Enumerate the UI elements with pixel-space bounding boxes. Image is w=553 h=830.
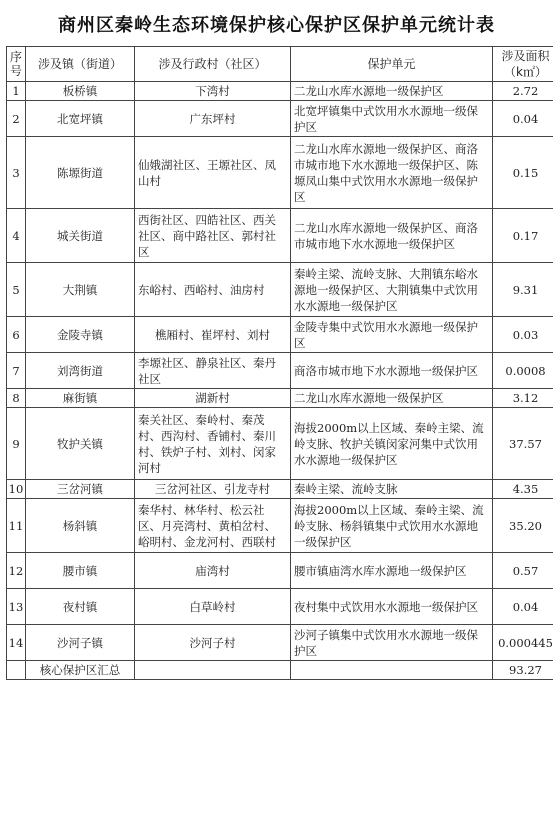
table-row [7, 101, 553, 137]
row-village: 湖新村 [135, 389, 291, 408]
table-row [7, 317, 553, 353]
row-town: 沙河子镇 [26, 625, 135, 661]
row-unit: 秦岭主梁、流岭支脉 [291, 480, 493, 499]
row-town: 北宽坪镇 [26, 101, 135, 137]
row-seq: 11 [7, 499, 26, 553]
row-village: 西街社区、四皓社区、西关社区、商中路社区、郭村社区 [135, 209, 291, 263]
row-village: 东峪村、西峪村、油房村 [135, 263, 291, 317]
row-town: 三岔河镇 [26, 480, 135, 499]
row-area: 0.04 [493, 589, 553, 625]
row-seq: 6 [7, 317, 26, 353]
table-row [7, 499, 553, 553]
row-area: 37.57 [493, 408, 553, 480]
row-village: 白草岭村 [135, 589, 291, 625]
row-area: 35.20 [493, 499, 553, 553]
row-village: 庙湾村 [135, 553, 291, 589]
table-row [7, 137, 553, 209]
row-town: 陈塬街道 [26, 137, 135, 209]
row-village: 秦华村、林华村、松云社区、月亮湾村、黄柏岔村、峪明村、金龙河村、西联村 [135, 499, 291, 553]
row-village: 三岔河社区、引龙寺村 [135, 480, 291, 499]
row-village: 下湾村 [135, 82, 291, 101]
row-area: 3.12 [493, 389, 553, 408]
row-village: 沙河子村 [135, 625, 291, 661]
row-seq: 2 [7, 101, 26, 137]
row-town: 金陵寺镇 [26, 317, 135, 353]
row-unit: 腰市镇庙湾水库水源地一级保护区 [291, 553, 493, 589]
row-village: 仙娥湖社区、王塬社区、凤山村 [135, 137, 291, 209]
row-unit: 北宽坪镇集中式饮用水水源地一级保护区 [291, 101, 493, 137]
total-village-cell [135, 661, 291, 680]
table-row [7, 209, 553, 263]
row-area: 0.04 [493, 101, 553, 137]
page-title: 商州区秦岭生态环境保护核心保护区保护单元统计表 [58, 15, 495, 36]
row-seq: 1 [7, 82, 26, 101]
header-unit: 保护单元 [291, 47, 493, 82]
row-area: 0.0008 [493, 353, 553, 389]
header-area: 涉及面积（k㎡） [493, 47, 553, 82]
row-seq: 4 [7, 209, 26, 263]
row-town: 腰市镇 [26, 553, 135, 589]
table-header-row [7, 47, 553, 82]
row-unit: 海拔2000m以上区域、秦岭主梁、流岭支脉、牧护关镇闵家河集中式饮用水水源地一级保护区 [291, 408, 493, 480]
total-unit-cell [291, 661, 493, 680]
row-unit: 二龙山水库水源地一级保护区 [291, 82, 493, 101]
total-label: 核心保护区汇总 [26, 661, 135, 680]
row-unit: 海拔2000m以上区域、秦岭主梁、流岭支脉、杨斜镇集中式饮用水水源地一级保护区 [291, 499, 493, 553]
row-unit: 秦岭主梁、流岭支脉、大荆镇东峪水源地一级保护区、大荆镇集中式饮用水水源地一级保护区 [291, 263, 493, 317]
row-area: 0.17 [493, 209, 553, 263]
table-row [7, 389, 553, 408]
row-village: 秦关社区、秦岭村、秦茂村、西沟村、香铺村、秦川村、铁炉子村、刘村、闵家河村 [135, 408, 291, 480]
header-town: 涉及镇（街道） [26, 47, 135, 82]
row-seq: 14 [7, 625, 26, 661]
row-town: 杨斜镇 [26, 499, 135, 553]
row-unit: 夜村集中式饮用水水源地一级保护区 [291, 589, 493, 625]
row-town: 城关街道 [26, 209, 135, 263]
row-village: 樵厢村、崔坪村、刘村 [135, 317, 291, 353]
row-area: 0.000445 [493, 625, 553, 661]
row-unit: 二龙山水库水源地一级保护区、商洛市城市地下水水源地一级保护区 [291, 209, 493, 263]
row-area: 2.72 [493, 82, 553, 101]
row-village: 李塬社区、静泉社区、秦丹社区 [135, 353, 291, 389]
total-seq-cell [7, 661, 26, 680]
table-row [7, 625, 553, 661]
row-unit: 金陵寺集中式饮用水水源地一级保护区 [291, 317, 493, 353]
row-town: 麻街镇 [26, 389, 135, 408]
row-area: 0.03 [493, 317, 553, 353]
row-unit: 二龙山水库水源地一级保护区 [291, 389, 493, 408]
row-town: 夜村镇 [26, 589, 135, 625]
row-area: 4.35 [493, 480, 553, 499]
row-seq: 9 [7, 408, 26, 480]
row-town: 板桥镇 [26, 82, 135, 101]
total-area: 93.27 [493, 661, 553, 680]
row-seq: 3 [7, 137, 26, 209]
row-unit: 沙河子镇集中式饮用水水源地一级保护区 [291, 625, 493, 661]
row-area: 0.57 [493, 553, 553, 589]
row-town: 大荆镇 [26, 263, 135, 317]
row-town: 牧护关镇 [26, 408, 135, 480]
table-row [7, 480, 553, 499]
row-seq: 12 [7, 553, 26, 589]
row-unit: 商洛市城市地下水水源地一级保护区 [291, 353, 493, 389]
row-seq: 8 [7, 389, 26, 408]
table-row [7, 589, 553, 625]
table-row [7, 353, 553, 389]
row-seq: 7 [7, 353, 26, 389]
table-row [7, 82, 553, 101]
row-seq: 5 [7, 263, 26, 317]
row-area: 9.31 [493, 263, 553, 317]
row-seq: 13 [7, 589, 26, 625]
row-unit: 二龙山水库水源地一级保护区、商洛市城市地下水水源地一级保护区、陈塬凤山集中式饮用水水源地一级保护区 [291, 137, 493, 209]
row-village: 广东坪村 [135, 101, 291, 137]
total-row [7, 661, 553, 680]
row-area: 0.15 [493, 137, 553, 209]
header-village: 涉及行政村（社区） [135, 47, 291, 82]
table-row [7, 408, 553, 480]
table-row [7, 263, 553, 317]
table-row [7, 553, 553, 589]
statistics-table [6, 46, 553, 680]
header-seq: 序号 [7, 47, 26, 82]
row-town: 刘湾街道 [26, 353, 135, 389]
row-seq: 10 [7, 480, 26, 499]
